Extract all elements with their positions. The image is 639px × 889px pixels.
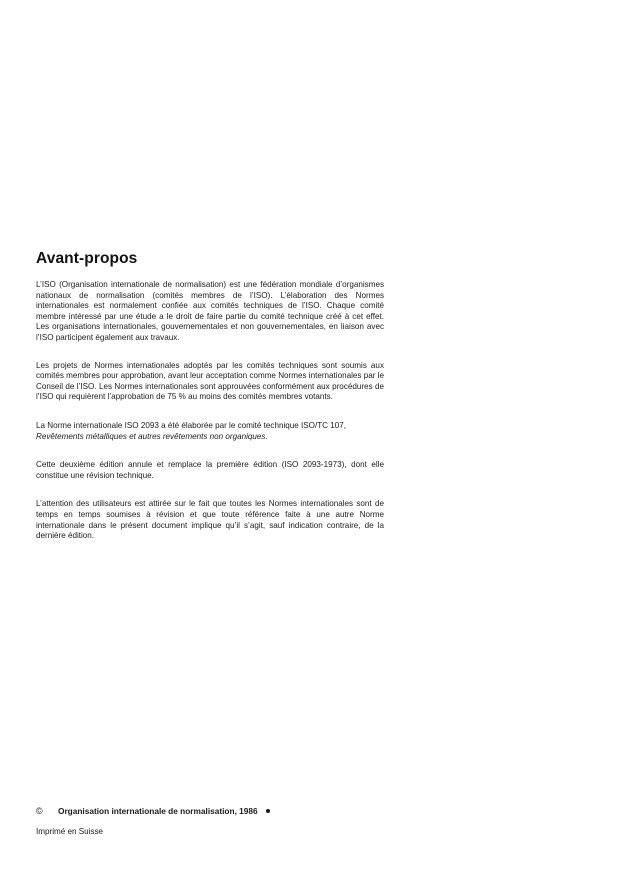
paragraph-iso-description: L’ISO (Organisation internationale de normalisation) est une fédération mondiale d’organismes nationaux de normalisation (comités membres de l’ISO). L’élaboration des Normes internationales est normalement confiée aux comités techniques de l’ISO. Chaque comité membre intéressé par une étude a le droit de faire partie du comité technique créé à cet effet. Les organisations internationales, gouvernementales et non gouvernementales, en liaison avec l’ISO participent également aux travaux. [36, 280, 384, 342]
bullet-icon [266, 809, 270, 813]
paragraph-draft-standards: Les projets de Normes internationales adoptés par les comités techniques sont soumis aux comités membres pour approbation, avant leur acceptation comme Normes internationales par le Conseil de l’ISO. Les Normes internationales sont approuvées conformément aux procédures de l’ISO qui requièrent l’approbation de 75 % au moins des comités membres votants. [36, 360, 384, 402]
copyright-icon: © [36, 806, 43, 816]
copyright-text: Organisation internationale de normalisation, 1986 [58, 806, 258, 816]
paragraph-revision-notice: L’attention des utilisateurs est attirée sur le fait que toutes les Normes internationales sont de temps en temps soumises à révision et que toute référence faite à une autre Norme internationale dans le présent document implique qu’il s’agit, sauf indication contraire, de la dernière édition. [36, 499, 384, 541]
printed-in-note: Imprimé en Suisse [36, 827, 104, 836]
foreword-section [36, 250, 384, 542]
paragraph-standard-origin [36, 421, 384, 442]
technical-committee-title: Revêtements métalliques et autres revêtements non organiques. [36, 431, 268, 441]
paragraph-edition-note: Cette deuxième édition annule et remplace la première édition (ISO 2093-1973), dont elle constitue une révision technique. [36, 460, 384, 480]
page-title: Avant-propos [36, 250, 138, 267]
page-footer [36, 805, 436, 836]
copyright-line [36, 805, 436, 817]
standard-origin-text: La Norme internationale ISO 2093 a été élaborée par le comité technique ISO/TC 107, [36, 420, 346, 430]
